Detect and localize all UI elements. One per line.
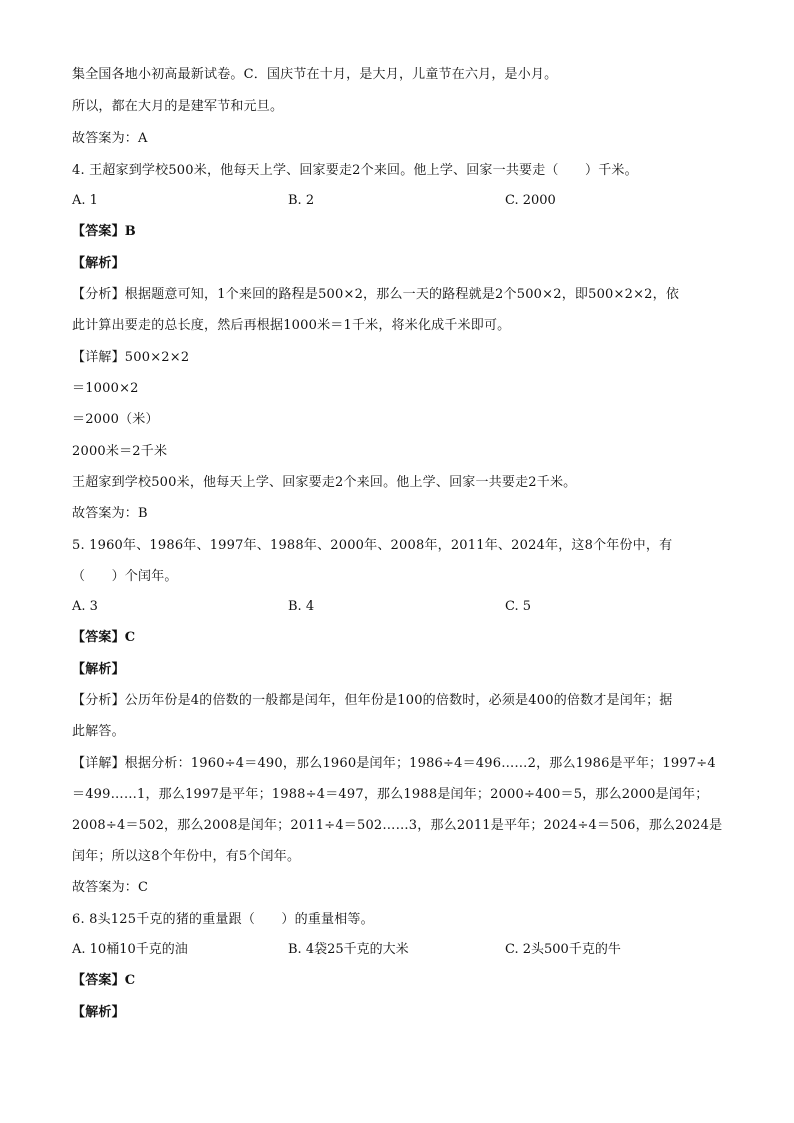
text-line: 集全国各地小初高最新试卷。C．国庆节在十月，是大月，儿童节在六月，是小月。 xyxy=(72,67,558,82)
detail-text: 2008÷4＝502，那么2008是闰年；2011÷4＝502……3，那么2011是平年；2024÷4＝506，那么2024是 xyxy=(72,818,723,833)
answer-conclusion: 故答案为：A xyxy=(72,131,148,146)
analysis-text: 此计算出要走的总长度，然后再根据1000米＝1千米，将米化成千米即可。 xyxy=(72,318,511,333)
q4-option-c: C. 2000 xyxy=(505,193,556,208)
q5-option-c: C. 5 xyxy=(505,599,532,614)
answer-conclusion: 故答案为：C xyxy=(72,880,149,895)
detail-text: ＝1000×2 xyxy=(72,381,139,396)
detail-text: ＝2000（米） xyxy=(72,412,159,427)
analysis-text: 【分析】公历年份是4的倍数的一般都是闰年，但年份是100的倍数时，必须是400的倍数才是闰年；据 xyxy=(72,693,673,708)
detail-text: ＝499……1，那么1997是平年；1988÷4＝497，那么1988是闰年；2000÷400＝5，那么2000是闰年； xyxy=(72,787,709,802)
q6-option-a: A. 10桶10千克的油 xyxy=(72,942,188,957)
answer-label: 【答案】C xyxy=(72,973,136,988)
q4-option-b: B. 2 xyxy=(288,193,315,208)
question-5: 5. 1960年、1986年、1997年、1988年、2000年、2008年，2011年、2024年，这8个年份中，有 xyxy=(72,538,673,553)
analysis-label: 【解析】 xyxy=(72,662,125,677)
q4-option-a: A. 1 xyxy=(72,193,98,208)
answer-label: 【答案】C xyxy=(72,630,136,645)
answer-label: 【答案】B xyxy=(72,224,136,239)
q6-option-c: C. 2头500千克的牛 xyxy=(505,942,621,957)
detail-text: 2000米＝2千米 xyxy=(72,444,168,459)
detail-text: 闰年；所以这8个年份中，有5个闰年。 xyxy=(72,849,301,864)
detail-text: 王超家到学校500米，他每天上学、回家要走2个来回。他上学、回家一共要走2千米。 xyxy=(72,475,577,490)
q6-option-b: B. 4袋25千克的大米 xyxy=(288,942,409,957)
text-line: 所以，都在大月的是建军节和元旦。 xyxy=(72,99,284,114)
analysis-label: 【解析】 xyxy=(72,1005,125,1020)
q5-option-a: A. 3 xyxy=(72,599,98,614)
analysis-text: 【分析】根据题意可知，1个来回的路程是500×2，那么一天的路程就是2个500×2，即500×2×2，依 xyxy=(72,287,680,302)
analysis-text: 此解答。 xyxy=(72,724,125,739)
detail-text: 【详解】根据分析：1960÷4＝490，那么1960是闰年；1986÷4＝496……2，那么1986是平年；1997÷4 xyxy=(72,756,716,771)
question-4: 4. 王超家到学校500米，他每天上学、回家要走2个来回。他上学、回家一共要走（ ）千米。 xyxy=(72,163,638,178)
analysis-label: 【解析】 xyxy=(72,256,125,271)
question-6: 6. 8头125千克的猪的重量跟（ ）的重量相等。 xyxy=(72,912,374,927)
q5-option-b: B. 4 xyxy=(288,599,315,614)
answer-conclusion: 故答案为：B xyxy=(72,506,148,521)
question-5: （ ）个闰年。 xyxy=(72,569,178,584)
detail-text: 【详解】500×2×2 xyxy=(72,350,190,365)
